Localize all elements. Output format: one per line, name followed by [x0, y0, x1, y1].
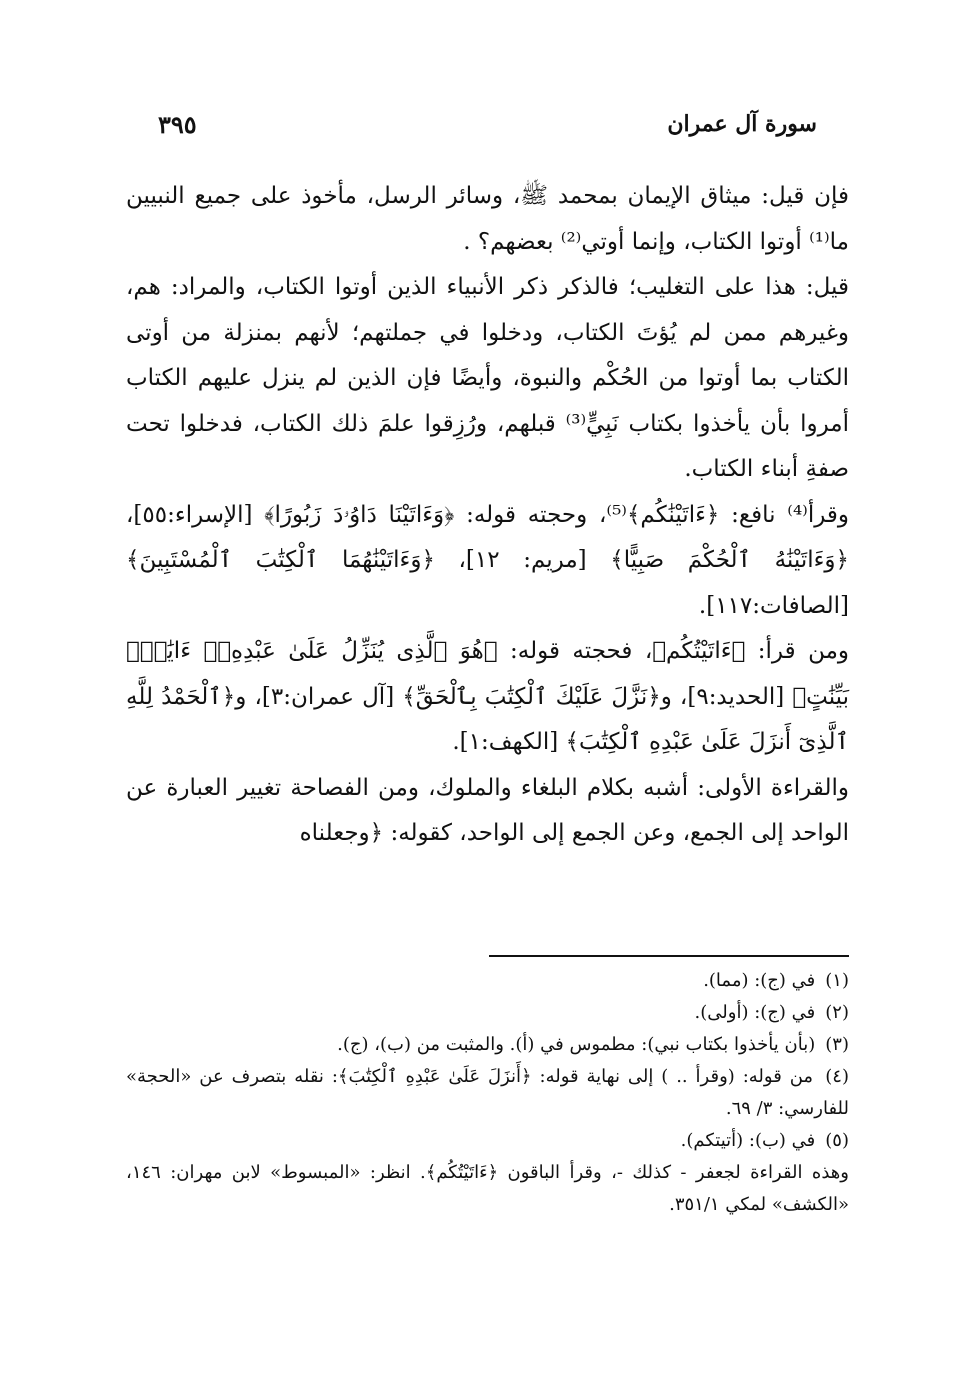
- footnote-divider: [489, 955, 849, 957]
- footnote-number: (٤): [825, 1066, 849, 1087]
- footnotes: [126, 965, 849, 1221]
- footnote-number: (٢): [825, 1002, 849, 1023]
- footnote: [126, 997, 849, 1029]
- paragraph: فإن قيل: ميثاق الإيمان بمحمد ﷺ، وسائر الرسل، مأخوذ على جميع النبيين ما⁽¹⁾ أوتوا الكتاب، وإنما أوتي⁽²⁾ بعضهم؟ .: [126, 183, 849, 255]
- footnote: [126, 1029, 849, 1061]
- footnote-continuation: وهذه القراءة لجعفر - كذلك -، وقرأ الباقون ﴿ءَاتَيْتُكُم﴾. انظر: «المبسوط» لابن مهران: ١٤٦، «الكشف» لمكي ٣٥١/١.: [126, 1162, 849, 1215]
- page-header: [158, 104, 817, 144]
- paragraph: ومن قرأ: ﴿ءَاتَيْتُكُم﴾، فحجته قوله: ﴿هُوَ ٱلَّذِى يُنَزِّلُ عَلَىٰ عَبْدِهِۦٓ ءَايَٰتٍۭ بَيِّنَٰتٍ﴾ [الحديد:٩]، و﴿نَزَّلَ عَلَيْكَ ٱلْكِتَٰبَ بِٱلْحَقِّ﴾ [آل عمران:٣]، و﴿ٱلْحَمْدُ لِلَّهِ ٱلَّذِىٓ أَنزَلَ عَلَىٰ عَبْدِهِ ٱلْكِتَٰبَ﴾ [الكهف:١].: [126, 638, 849, 755]
- footnote-text: (بأن يأخذوا بكتاب نبي): مطموس في (أ). والمثبت من (ب)، (ج).: [337, 1034, 816, 1055]
- footnote: [126, 1061, 849, 1125]
- running-title: سورة آل عمران: [667, 111, 817, 137]
- footnote-text: في (ج): (مما).: [703, 970, 816, 991]
- paragraph: وقرأ⁽⁴⁾ نافع: ﴿ءَاتَيْنَٰكُم﴾⁽⁵⁾، وحجته قوله: ﴿وَءَاتَيْنَا دَاوُۥدَ زَبُورًا﴾ [الإسراء:٥٥]، ﴿وَءَاتَيْنَٰهُ ٱلْحُكْمَ صَبِيًّا﴾ [مريم: ١٢]، ﴿وَءَاتَيْنَٰهُمَا ٱلْكِتَٰبَ ٱلْمُسْتَبِينَ﴾ [الصافات:١١٧].: [126, 501, 850, 619]
- main-text: [126, 174, 849, 857]
- paragraph: قيل: هذا على التغليب؛ فالذكر ذكر الأنبياء الذين أوتوا الكتاب، والمراد: هم، وغيرهم ممن لم يُؤتَ الكتاب، ودخلوا في جملتهم؛ لأنهم بمنزلة من أوتى الكتاب بما أوتوا من الحُكْم والنبوة، وأيضًا فإن الذين لم ينزل عليهم الكتاب أمروا بأن يأخذوا بكتاب نَبِيٍّ⁽³⁾ قبلهم، ورُزِقوا علمَ ذلك الكتاب، فدخلوا تحت صفةِ أبناء الكتاب.: [126, 274, 849, 482]
- footnote: [126, 1125, 849, 1157]
- footnote-number: (٣): [825, 1034, 849, 1055]
- footnote-text: من قوله: (وقرأ .. ) إلى نهاية قوله: ﴿أَنزَلَ عَلَىٰ عَبْدِهِ ٱلْكِتَٰبَ﴾: نقله بتصرف عن «الحجة» للفارسي: ٣/ ٦٩.: [126, 1066, 849, 1119]
- footnote-number: (٥): [825, 1130, 849, 1151]
- page-number: ٣٩٥: [158, 109, 197, 139]
- paragraph: والقراءة الأولى: أشبه بكلام البلغاء والملوك، ومن الفصاحة تغيير العبارة عن الواحد إلى الجمع، وعن الجمع إلى الواحد، كقوله: ﴿وجعلناه: [126, 774, 849, 846]
- footnote-number: (١): [825, 970, 849, 991]
- footnote: [126, 965, 849, 997]
- footnote-text: في (ب): (أتيتكم).: [680, 1130, 816, 1151]
- footnote-text: في (ج): (أولى).: [694, 1002, 816, 1023]
